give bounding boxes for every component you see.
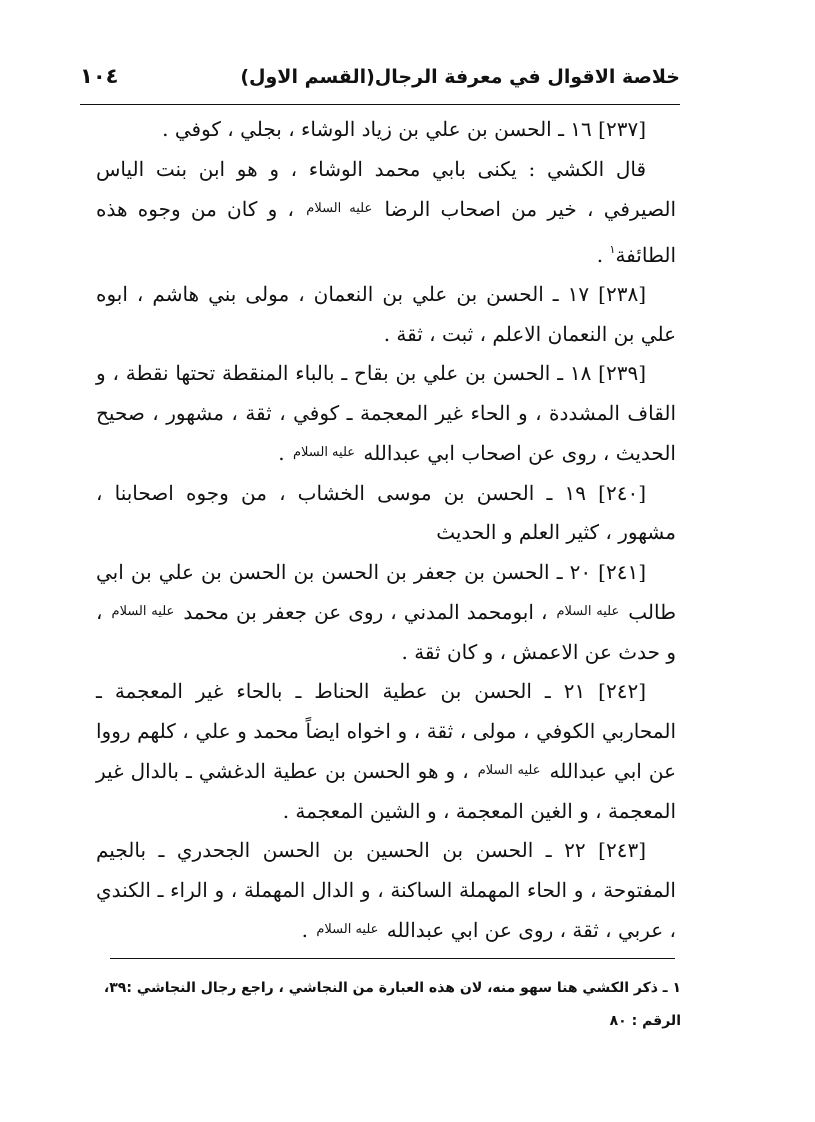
entry-text: .	[301, 918, 308, 942]
entry-237-kashshi-note	[96, 150, 676, 276]
footnote-line: ١ ـ ذكر الكشي هنا سهو منه، لان هذه العبارة من النجاشي ، راجع رجال النجاشي :٣٩،	[103, 980, 681, 996]
footnote-marker: ١	[609, 242, 616, 256]
entry-number: [٢٤١] ٢٠ ـ	[556, 559, 647, 584]
footnote-rule	[110, 958, 675, 959]
entry-241	[96, 553, 676, 673]
header-title: خلاصة الاقوال في معرفة الرجال(القسم الاول)	[240, 66, 680, 88]
honorific-ligature: عليه السلام	[292, 445, 356, 460]
entry-number: [٢٣٧] ١٦ ـ	[558, 117, 646, 141]
footnote-line: الرقم : ٨٠	[609, 1013, 681, 1029]
entry-238	[96, 275, 676, 354]
honorific-ligature: عليه السلام	[477, 763, 541, 778]
honorific-ligature: عليه السلام	[111, 604, 175, 619]
entry-number: [٢٤٣] ٢٢ ـ	[545, 838, 646, 862]
entry-text: .	[278, 441, 285, 465]
main-text	[96, 110, 676, 951]
entry-number: [٢٤٠] ١٩ ـ	[546, 480, 646, 505]
entry-text: قال الكشي : يكنى بابي محمد الوشاء ، و هو ابن بنت الياس الصيرفي ، خير من اصحاب الرضا	[96, 156, 677, 221]
entry-242	[96, 672, 676, 831]
entry-text: .	[596, 242, 604, 267]
honorific-ligature: عليه السلام	[556, 604, 620, 619]
entry-text: الحسن بن عطية الحناط ـ بالحاء غير المعجمة ـ المحاربي الكوفي ، مولى ، ثقة ، و اخواه ايضاً محمد و علي ، كلهم رووا عن ابي عبدالله	[96, 679, 677, 783]
entry-text: الحسن بن الحسين بن الحسن الجحدري ـ بالجيم المفتوحة ، و الحاء المهملة الساكنة ، و الدال المهملة ، و الراء ـ الكندي ، عربي ، ثقة ، روى عن ابي عبدالله	[96, 838, 676, 942]
honorific-ligature: عليه السلام	[306, 201, 373, 216]
entry-number: [٢٣٨] ١٧ ـ	[552, 282, 647, 306]
entry-number: [٢٣٩] ١٨ ـ	[557, 361, 646, 385]
entry-237	[96, 110, 676, 150]
honorific-ligature: عليه السلام	[316, 922, 379, 937]
entry-text: الحسن بن علي بن زياد الوشاء ، بجلي ، كوفي .	[162, 117, 552, 141]
header-rule	[80, 104, 680, 105]
page-number: ١٠٤	[80, 64, 119, 88]
entry-text: ، و حدث عن الاعمش ، و كان ثقة .	[96, 600, 676, 664]
entry-text: الحسن بن موسى الخشاب ، من وجوه اصحابنا ، مشهور ، كثير العلم و الحديث	[96, 480, 676, 544]
entry-text: الحسن بن جعفر بن الحسن بن الحسن بن علي بن ابي طالب	[96, 559, 677, 624]
entry-number: [٢٤٢] ٢١ ـ	[544, 679, 647, 703]
entry-240	[96, 474, 676, 553]
entry-243	[96, 831, 676, 951]
entry-text: ، و هو الحسن بن عطية الدغشي ـ بالدال غير المعجمة ، و الغين المعجمة ، و الشين المعجمة .	[96, 759, 676, 823]
entry-text: ، ابومحمد المدني ، روى عن جعفر بن محمد	[183, 600, 548, 624]
running-header	[80, 60, 680, 100]
entry-239	[96, 354, 676, 474]
entry-text: ، و كان من وجوه هذه الطائفة	[96, 197, 676, 267]
entry-text: الحسن بن علي بن النعمان ، مولى بني هاشم ، ابوه علي بن النعمان الاعلم ، ثبت ، ثقة .	[96, 282, 676, 346]
footnote	[96, 972, 681, 1038]
entry-text: الحسن بن علي بن بقاح ـ بالباء المنقطة تحتها نقطة ، و القاف المشددة ، و الحاء غير المعجمة ـ كوفي ، ثقة ، مشهور ، صحيح الحديث ، روى عن اصحاب ابي عبدالله	[96, 361, 676, 465]
